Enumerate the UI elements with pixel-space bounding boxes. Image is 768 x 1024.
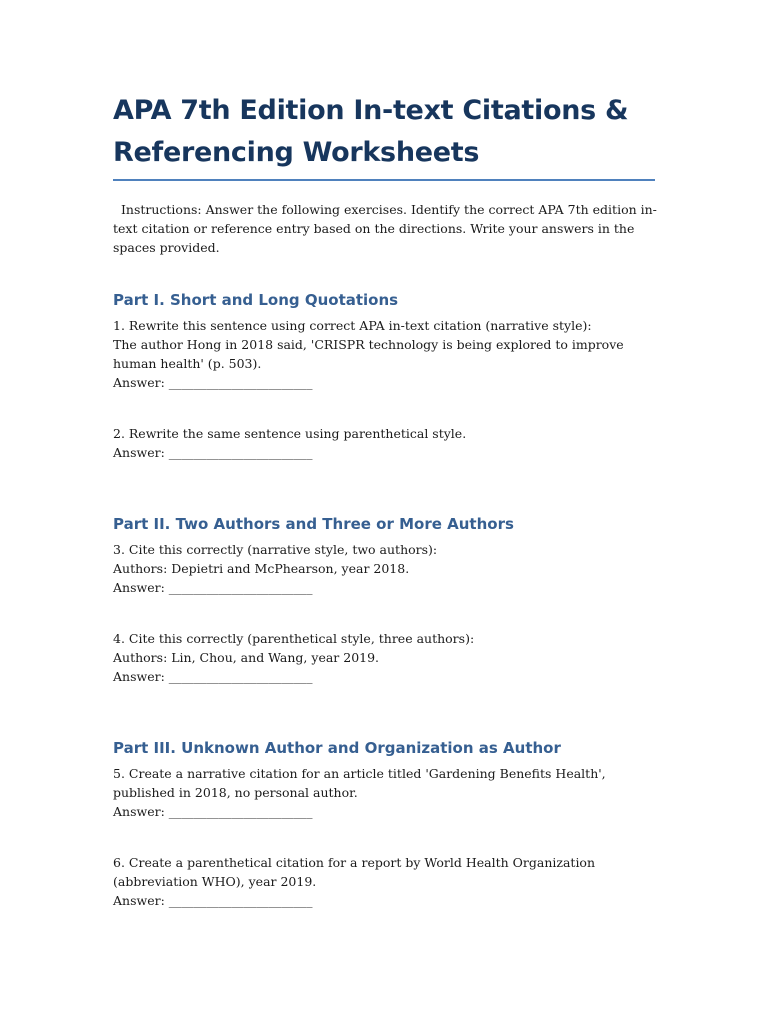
question-3 bbox=[113, 540, 658, 597]
question-3-prompt: 3. Cite this correctly (narrative style, two authors): bbox=[113, 542, 438, 557]
question-3-answer[interactable]: Answer: _______________________ bbox=[113, 580, 313, 595]
question-5-answer[interactable]: Answer: _______________________ bbox=[113, 804, 313, 819]
question-6 bbox=[113, 853, 658, 910]
part-2-heading: Part II. Two Authors and Three or More Authors bbox=[113, 515, 514, 533]
question-6-prompt: 6. Create a parenthetical citation for a report by World Health Organization (abbreviation WHO), year 2019. bbox=[113, 855, 596, 889]
part-1-heading: Part I. Short and Long Quotations bbox=[113, 291, 399, 309]
page-title bbox=[113, 90, 658, 174]
question-1-detail: The author Hong in 2018 said, 'CRISPR technology is being explored to improve human health' (p. 503). bbox=[113, 337, 624, 371]
question-2-answer[interactable]: Answer: _______________________ bbox=[113, 445, 313, 460]
question-4 bbox=[113, 629, 658, 686]
title-line-2: Referencing Worksheets bbox=[113, 137, 480, 168]
worksheet-page bbox=[113, 90, 658, 910]
question-4-detail: Authors: Lin, Chou, and Wang, year 2019. bbox=[113, 650, 380, 665]
part-3-heading: Part III. Unknown Author and Organization as Author bbox=[113, 739, 561, 757]
question-1 bbox=[113, 316, 658, 392]
title-line-1: APA 7th Edition In-text Citations & bbox=[113, 95, 629, 126]
question-6-answer[interactable]: Answer: _______________________ bbox=[113, 893, 313, 908]
title-divider bbox=[113, 179, 655, 181]
question-4-prompt: 4. Cite this correctly (parenthetical style, three authors): bbox=[113, 631, 475, 646]
question-5-prompt: 5. Create a narrative citation for an article titled 'Gardening Benefits Health', published in 2018, no personal author. bbox=[113, 766, 606, 800]
question-1-prompt: 1. Rewrite this sentence using correct APA in-text citation (narrative style): bbox=[113, 318, 592, 333]
question-5 bbox=[113, 764, 658, 821]
question-4-answer[interactable]: Answer: _______________________ bbox=[113, 669, 313, 684]
question-2-prompt: 2. Rewrite the same sentence using parenthetical style. bbox=[113, 426, 467, 441]
part-2-section bbox=[113, 514, 658, 686]
question-3-detail: Authors: Depietri and McPhearson, year 2018. bbox=[113, 561, 410, 576]
part-1-section bbox=[113, 290, 658, 462]
question-1-answer[interactable]: Answer: _______________________ bbox=[113, 375, 313, 390]
part-3-section bbox=[113, 738, 658, 910]
question-2 bbox=[113, 424, 658, 462]
instructions-text: Instructions: Answer the following exercises. Identify the correct APA 7th edition in-text citation or reference entry based on the directions. Write your answers in the spaces provided. bbox=[113, 202, 657, 255]
